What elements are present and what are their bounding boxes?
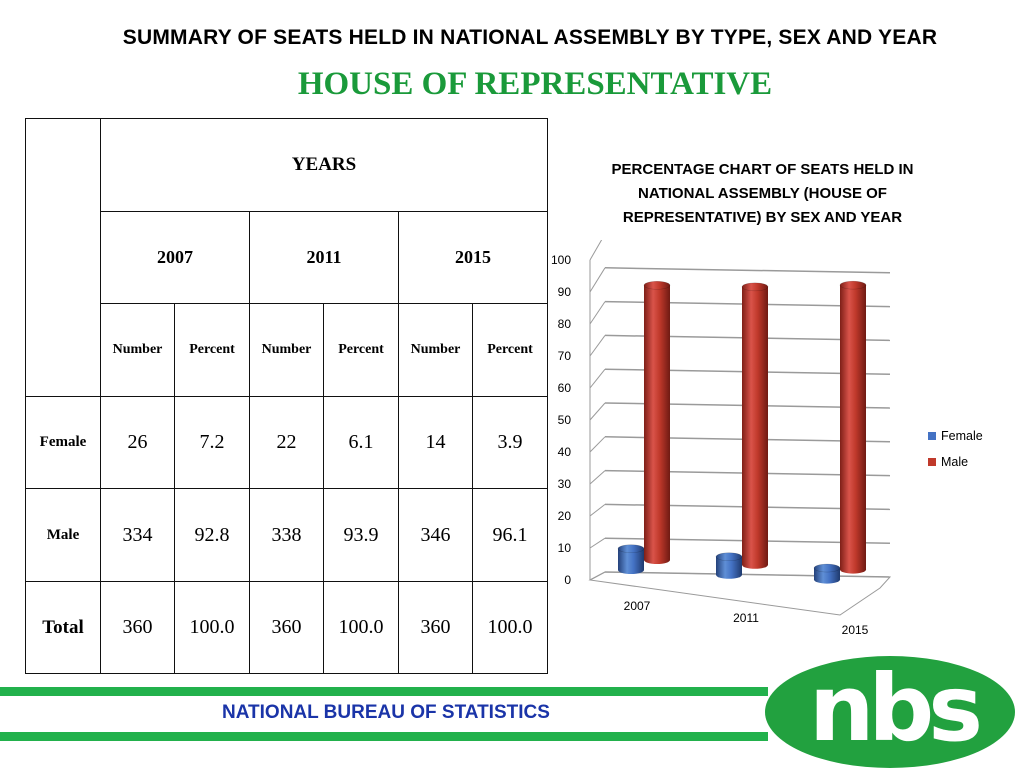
row-label: Total — [26, 582, 101, 674]
bar-female-base — [814, 576, 840, 584]
column-header-percent: Percent — [473, 304, 548, 397]
gridline-side — [590, 403, 605, 420]
gridline-side — [590, 240, 605, 260]
table-row-male — [26, 489, 548, 582]
y-tick-label: 20 — [557, 509, 571, 523]
year-header: 2015 — [399, 212, 548, 304]
seats-table — [25, 118, 548, 674]
gridline — [605, 268, 890, 273]
table-cell: 14 — [399, 397, 473, 489]
row-label: Female — [26, 397, 101, 489]
x-tick-label: 2011 — [733, 611, 759, 625]
table-cell: 360 — [399, 582, 473, 674]
legend-item-male — [928, 449, 983, 475]
bar-male-body — [742, 287, 768, 565]
logo-text: nbs — [808, 655, 978, 762]
year-header: 2007 — [101, 212, 250, 304]
y-tick-label: 60 — [557, 381, 571, 395]
y-tick-label: 30 — [557, 477, 571, 491]
footer-bar-bottom — [0, 732, 768, 741]
y-tick-label: 10 — [557, 541, 571, 555]
chart-legend — [928, 423, 983, 475]
bar-male-body — [840, 285, 866, 569]
column-header-number: Number — [399, 304, 473, 397]
gridline-side — [590, 471, 605, 484]
column-header-percent: Percent — [175, 304, 250, 397]
table-row-female — [26, 397, 548, 489]
y-tick-label: 50 — [557, 413, 571, 427]
table-cell: 3.9 — [473, 397, 548, 489]
bar-female-base — [716, 571, 742, 579]
bar-male-base — [742, 561, 768, 569]
y-tick-label: 100 — [550, 253, 571, 267]
gridline-side — [590, 437, 605, 452]
nbs-logo — [755, 650, 1024, 768]
chart-title: PERCENTAGE CHART OF SEATS HELD IN NATIONAL ASSEMBLY (HOUSE OF REPRESENTATIVE) BY SEX AND YEAR — [611, 161, 914, 226]
bar-female-base — [618, 566, 644, 574]
page-subtitle: HOUSE OF REPRESENTATIVE — [297, 66, 773, 102]
legend-swatch-female — [928, 432, 936, 440]
column-header-number: Number — [101, 304, 175, 397]
column-header-number: Number — [250, 304, 324, 397]
table-cell: 93.9 — [324, 489, 399, 582]
column-header-percent: Percent — [324, 304, 399, 397]
bar-male-base — [644, 556, 670, 564]
gridline-side — [590, 268, 605, 292]
table-row-total — [26, 582, 548, 674]
y-tick-label: 90 — [557, 285, 571, 299]
gridline-side — [590, 538, 605, 548]
y-tick-label: 70 — [557, 349, 571, 363]
table-corner-cell — [26, 119, 101, 397]
footer-bar-top — [0, 687, 768, 696]
table-cell: 92.8 — [175, 489, 250, 582]
table-cell: 100.0 — [473, 582, 548, 674]
table-cell: 338 — [250, 489, 324, 582]
x-tick-label: 2015 — [841, 623, 869, 637]
legend-item-female — [928, 423, 983, 449]
gridline-side — [590, 369, 605, 388]
table-cell: 346 — [399, 489, 473, 582]
table-cell: 334 — [101, 489, 175, 582]
table-cell: 6.1 — [324, 397, 399, 489]
bar-male-top — [742, 283, 768, 291]
legend-label: Male — [941, 455, 969, 469]
bar-chart — [540, 240, 900, 640]
legend-swatch-male — [928, 458, 936, 466]
table-cell: 22 — [250, 397, 324, 489]
table-cell: 100.0 — [324, 582, 399, 674]
page-title: SUMMARY OF SEATS HELD IN NATIONAL ASSEMBLY BY TYPE, SEX AND YEAR — [122, 26, 938, 49]
table-cell: 100.0 — [175, 582, 250, 674]
bar-male-base — [840, 566, 866, 574]
table-cell: 96.1 — [473, 489, 548, 582]
y-tick-label: 0 — [564, 573, 571, 587]
bar-female-top — [618, 545, 644, 553]
table-cell: 26 — [101, 397, 175, 489]
row-label: Male — [26, 489, 101, 582]
bar-male-body — [644, 285, 670, 560]
table-cell: 360 — [250, 582, 324, 674]
gridline-side — [590, 335, 605, 356]
bar-male-top — [644, 281, 670, 289]
footer-organization: NATIONAL BUREAU OF STATISTICS — [222, 702, 550, 723]
years-header: YEARS — [101, 119, 548, 212]
bar-female-top — [814, 564, 840, 572]
bar-female-top — [716, 553, 742, 561]
bar-male-top — [840, 281, 866, 289]
y-tick-label: 40 — [557, 445, 571, 459]
gridline-side — [590, 504, 605, 516]
year-header: 2011 — [250, 212, 399, 304]
legend-label: Female — [941, 429, 983, 443]
table-cell: 7.2 — [175, 397, 250, 489]
x-tick-label: 2007 — [623, 599, 651, 613]
gridline-side — [590, 302, 605, 324]
table-cell: 360 — [101, 582, 175, 674]
y-tick-label: 80 — [557, 317, 571, 331]
